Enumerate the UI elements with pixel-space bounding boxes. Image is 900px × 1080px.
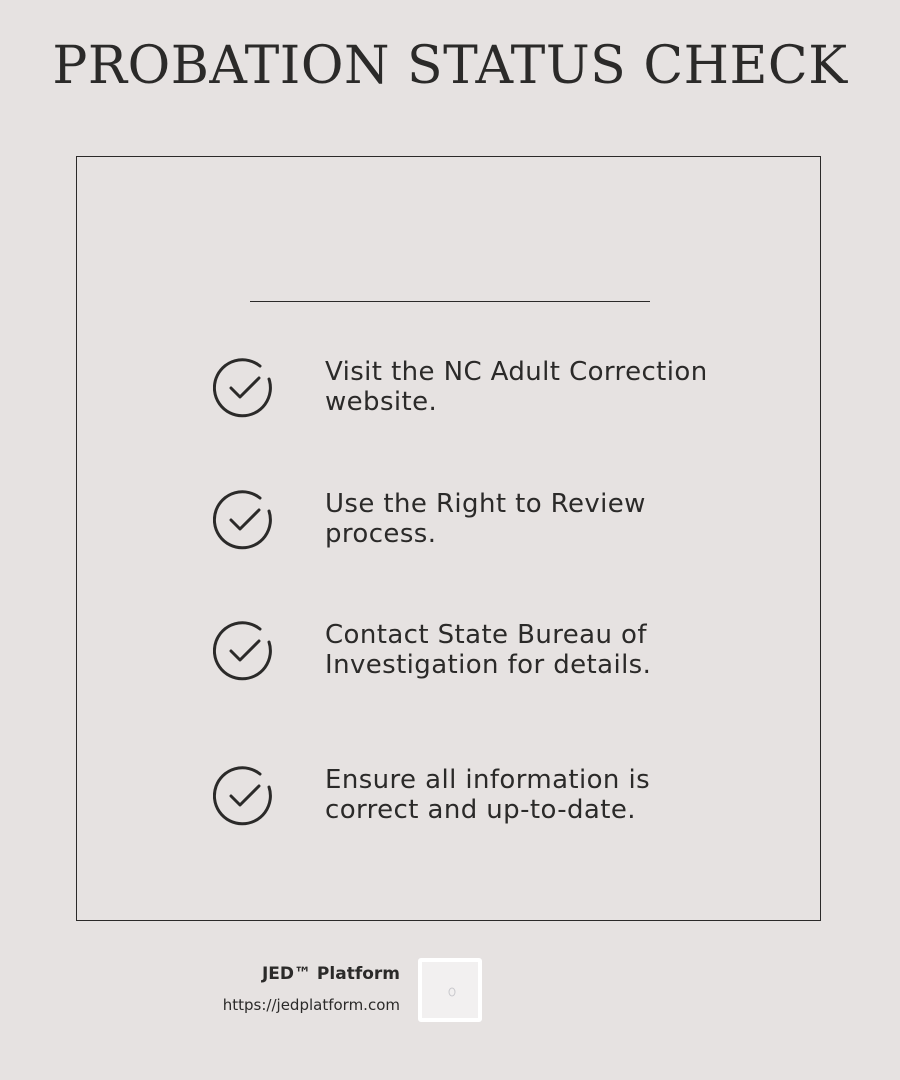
checklist-card: [76, 156, 821, 921]
checklist-line: Contact State Bureau of: [325, 620, 647, 650]
footer-brand: JED™ Platform: [261, 964, 400, 984]
qr-code-icon: [448, 987, 456, 997]
check-circle-icon: [213, 357, 275, 419]
checklist-line: Ensure all information is: [325, 765, 651, 795]
page-title: PROBATION STATUS CHECK: [52, 36, 848, 96]
checklist-line: correct and up-to-date.: [325, 795, 636, 825]
checklist-text: [325, 357, 765, 417]
checklist-item: [213, 489, 773, 553]
checklist-text: [325, 489, 765, 549]
checklist-text: [325, 620, 765, 680]
qr-code[interactable]: [418, 958, 482, 1022]
checklist-item: [213, 357, 773, 421]
check-circle-icon: [213, 620, 275, 682]
checklist-line: website.: [325, 387, 438, 417]
divider: [250, 301, 650, 302]
checklist-item: [213, 765, 773, 829]
checklist-text: [325, 765, 765, 825]
check-circle-icon: [213, 489, 275, 551]
checklist-line: process.: [325, 519, 437, 549]
checklist-line: Use the Right to Review: [325, 489, 646, 519]
footer-url[interactable]: https://jedplatform.com: [222, 996, 400, 1014]
check-circle-icon: [213, 765, 275, 827]
checklist-line: Investigation for details.: [325, 650, 652, 680]
checklist-item: [213, 620, 773, 684]
checklist-line: Visit the NC Adult Correction: [325, 357, 708, 387]
